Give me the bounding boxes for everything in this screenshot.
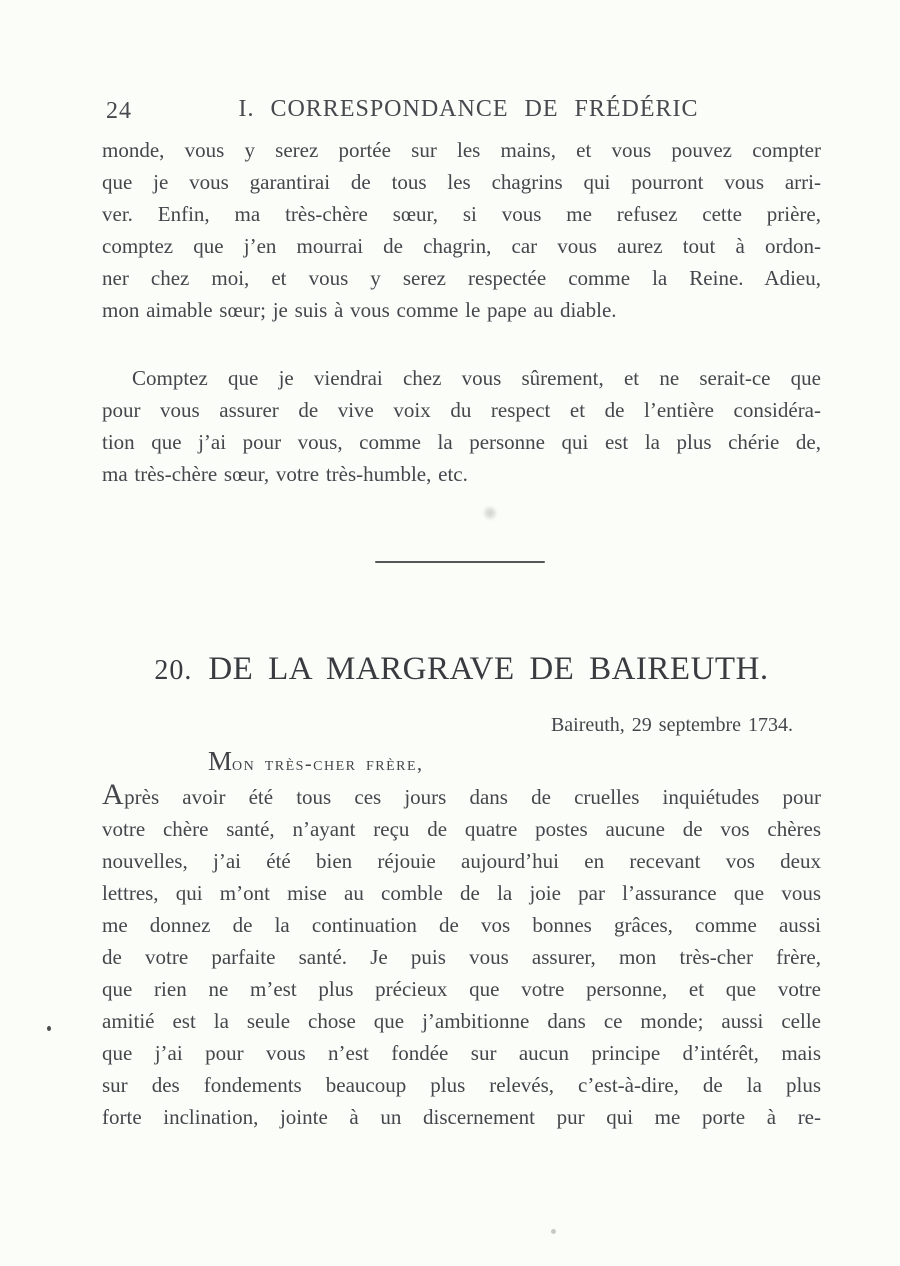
text-line: de votre parfaite santé. Je puis vous assurer, mon très-cher frère,	[102, 945, 821, 969]
text-line: ma très-chère sœur, votre très-humble, etc.	[102, 462, 468, 486]
text-line: que j’ai pour vous n’est fondée sur aucun principe d’intérêt, mais	[102, 1041, 821, 1065]
text-line: amitié est la seule chose que j’ambitionne dans ce monde; aussi celle	[102, 1009, 821, 1033]
text-line: me donnez de la continuation de vos bonnes grâces, comme aussi	[102, 913, 821, 937]
text-line: votre chère santé, n’ayant reçu de quatre postes aucune de vos chères	[102, 817, 821, 841]
dateline: Baireuth, 29 septembre 1734.	[550, 714, 793, 736]
salutation	[102, 744, 900, 783]
text-line: Comptez que je viendrai chez vous sûrement, et ne serait-ce que	[132, 366, 821, 390]
salutation-text: on très-cher frère,	[232, 753, 424, 775]
ink-speck-bottom	[551, 1229, 556, 1234]
letter-body	[102, 780, 821, 1133]
text-line: Après avoir été tous ces jours dans de cruelles inquiétudes pour	[102, 778, 821, 811]
salutation-initial: M	[208, 746, 233, 776]
text-line: pour vous assurer de vive voix du respect et de l’entière considéra-	[102, 398, 821, 422]
ink-speck-left-margin	[47, 1026, 51, 1031]
page-header	[102, 96, 821, 126]
text-line: sur des fondements beaucoup plus relevés, c’est-à-dire, de la plus	[102, 1073, 821, 1097]
text-line: mon aimable sœur; je suis à vous comme le pape au diable.	[102, 298, 617, 322]
running-head: I. CORRESPONDANCE DE FRÉDÉRIC	[238, 96, 699, 122]
paragraph-previous-letter-2	[102, 362, 821, 490]
text-line: nouvelles, j’ai été bien réjouie aujourd’hui en recevant vos deux	[102, 849, 821, 873]
letter-title: DE LA MARGRAVE DE BAIREUTH.	[208, 651, 769, 687]
letter-heading	[102, 648, 821, 693]
page-number: 24	[106, 98, 132, 124]
text-line: ver. Enfin, ma très-chère sœur, si vous me refusez cette prière,	[102, 202, 821, 226]
text-line: lettres, qui m’ont mise au comble de la joie par l’assurance que vous	[102, 881, 821, 905]
letter-number: 20.	[154, 655, 193, 686]
text-line: ner chez moi, et vous y serez respectée comme la Reine. Adieu,	[102, 266, 821, 290]
paragraph-previous-letter-1	[102, 134, 821, 326]
text-line: comptez que j’en mourrai de chagrin, car vous aurez tout à ordon-	[102, 234, 821, 258]
text-line: monde, vous y serez portée sur les mains, et vous pouvez compter	[102, 138, 821, 162]
section-divider-rule	[375, 561, 545, 563]
text-line: que je vous garantirai de tous les chagrins qui pourront vous arri-	[102, 170, 821, 194]
text-line: tion que j’ai pour vous, comme la personne qui est la plus chérie de,	[102, 430, 821, 454]
ink-smudge	[483, 506, 497, 520]
text-line: que rien ne m’est plus précieux que votre personne, et que votre	[102, 977, 821, 1001]
text-line: forte inclination, jointe à un discernement pur qui me porte à re-	[102, 1105, 821, 1129]
initial-capital: A	[102, 778, 125, 811]
